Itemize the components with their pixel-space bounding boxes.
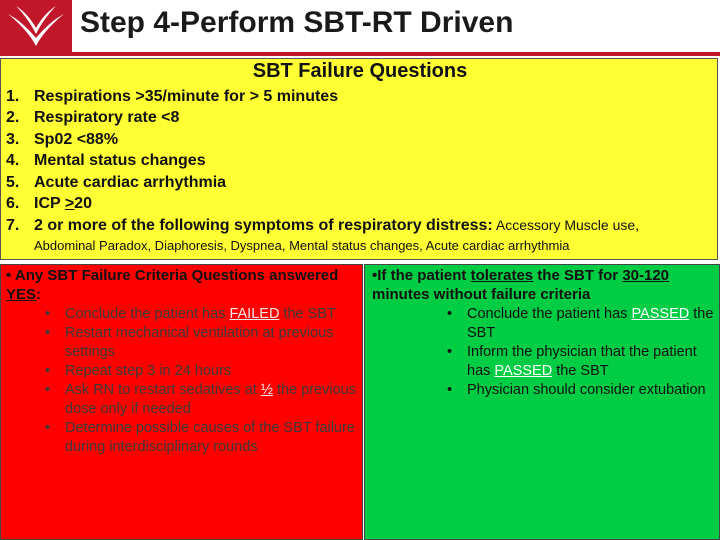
question-2: 2. Respiratory rate <8 — [6, 109, 180, 126]
question-1: 1. Respirations >35/minute for > 5 minutes — [6, 88, 339, 105]
list-item: • Conclude the patient has FAILED the SBT — [45, 306, 336, 322]
bullet-icon: • — [45, 363, 51, 379]
bullet-icon: • — [447, 382, 453, 398]
bullet-icon: • — [447, 306, 453, 322]
logo — [0, 0, 72, 52]
list-item: • Conclude the patient has PASSED the SBT — [447, 306, 714, 341]
list-item: • Physician should consider extubation — [447, 382, 706, 398]
question-5: 5. Acute cardiac arrhythmia — [6, 174, 227, 191]
wing-logo-icon — [0, 0, 72, 52]
bullet-icon: • — [45, 306, 51, 322]
question-6: 6. ICP >20 — [6, 195, 92, 212]
list-item: • Repeat step 3 in 24 hours — [45, 363, 232, 379]
passed-panel-heading: •If the patient tolerates the SBT for 30-120 minutes without failure criteria — [372, 267, 670, 303]
list-item: • Determine possible causes of the SBT failure during interdisciplinary rounds — [45, 420, 355, 455]
bullet-icon: • — [45, 420, 51, 436]
list-item: • Ask RN to restart sedatives at ½ the previous dose only if needed — [45, 382, 356, 417]
page-title: Step 4-Perform SBT-RT Driven — [80, 6, 514, 39]
failure-questions-heading: SBT Failure Questions — [252, 60, 468, 82]
question-7-continuation: Abdominal Paradox, Diaphoresis, Dyspnea, Mental status changes, Acute cardiac arrhythmia — [34, 238, 570, 253]
bullet-icon: • — [447, 344, 453, 360]
passed-actions-list — [447, 305, 717, 400]
title-divider — [0, 52, 720, 56]
failed-actions-list — [45, 305, 365, 457]
list-item: • Inform the physician that the patient has PASSED the SBT — [447, 344, 697, 379]
bullet-icon: • — [45, 325, 51, 341]
bullet-icon: • — [45, 382, 51, 398]
question-7: 7. 2 or more of the following symptoms of respiratory distress: Accessory Muscle use, — [6, 217, 640, 234]
question-3: 3. Sp02 <88% — [6, 131, 119, 148]
question-4: 4. Mental status changes — [6, 152, 206, 169]
list-item: • Restart mechanical ventilation at previous settings — [45, 325, 334, 360]
failed-panel-heading: • Any SBT Failure Criteria Questions answered YES: — [6, 267, 339, 303]
